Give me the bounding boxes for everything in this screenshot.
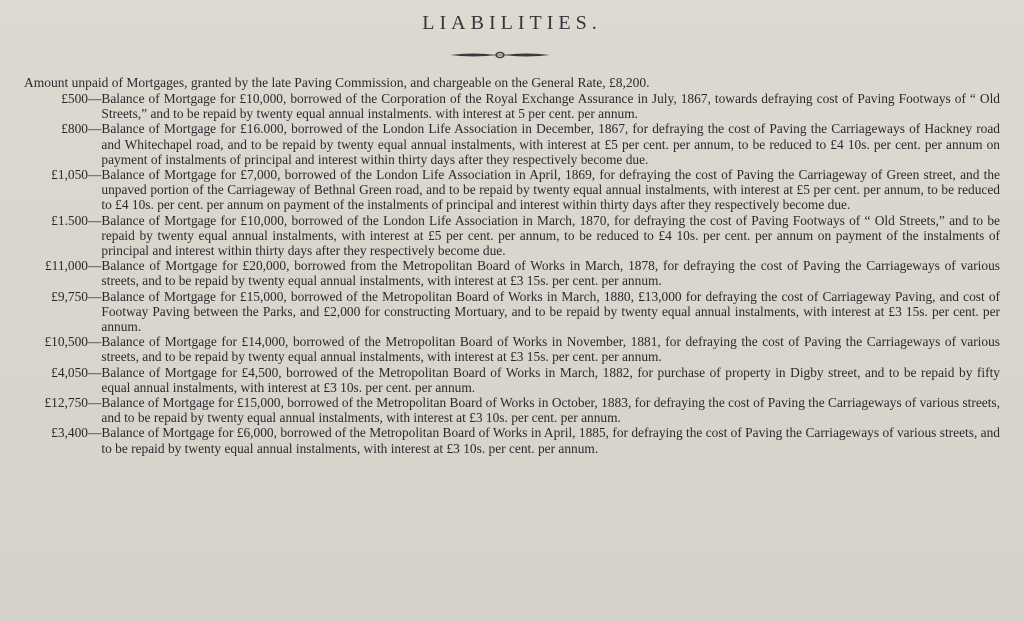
em-dash: — (88, 258, 102, 274)
liability-description: Balance of Mortgage for £20,000, borrowed from the Metropolitan Board of Works in March, 1878, for defraying the cost of Paving the Carriageways of various streets, and to be repaid by twenty equal annual instalments, with interest at £3 15s. per cent. per annum. (101, 258, 1000, 289)
liability-entry (24, 167, 1000, 213)
em-dash: — (88, 121, 102, 137)
liability-description: Balance of Mortgage for £15,000, borrowed of the Metropolitan Board of Works in October, 1883, for defraying the cost of Paving the Carriageways of various streets, and to be repaid by twenty equal annual instalments, with interest at £3 10s. per cent. per annum. (101, 395, 1000, 426)
liability-entry (24, 213, 1000, 259)
em-dash: — (88, 167, 102, 183)
em-dash: — (88, 364, 102, 380)
liability-entry (24, 365, 1000, 395)
liability-amount: £12,750 (44, 395, 88, 411)
liability-entry (24, 258, 1000, 288)
em-dash: — (88, 395, 102, 411)
liability-entry (24, 91, 1000, 121)
em-dash: — (88, 212, 102, 228)
liability-description: Balance of Mortgage for £15,000, borrowed of the Metropolitan Board of Works in March, 1880, £13,000 for defraying the cost of Carriageway Paving, and cost of Footway Paving between the Parks, and £2,000 for constructing Mortuary, and to be repaid by twenty equal annual instalments, with interest at £3 15s. per cent. per annum. (101, 288, 1000, 335)
liability-entry (24, 425, 1000, 455)
liability-entry (24, 334, 1000, 364)
liability-amount: £9,750 (51, 288, 88, 304)
liability-description: Balance of Mortgage for £10,000, borrowed of the London Life Association in March, 1870, for defraying the cost of Paving Footways of “ Old Streets,” and to be repaid by twenty equal annual instalments, with interest at £5 per cent. per annum, to be reduced to £4 10s. per cent. per annum on payment of the instalments of principal and interest within thirty days after they respectively become due. (101, 212, 1000, 259)
em-dash: — (88, 334, 102, 350)
liability-description: Balance of Mortgage for £6,000, borrowed of the Metropolitan Board of Works in April, 1885, for defraying the cost of Paving the Carriageways of various streets, and to be repaid by twenty equal annual instalments, with interest at £3 10s. per cent. per annum. (101, 425, 1000, 456)
liabilities-list (24, 91, 1000, 456)
em-dash: — (88, 91, 102, 106)
intro-paragraph: Amount unpaid of Mortgages, granted by the late Paving Commission, and chargeable on the General Rate, £8,200. (24, 75, 650, 90)
liability-entry (24, 121, 1000, 167)
ornament-divider-icon (448, 49, 552, 61)
liability-amount: £4,050 (51, 364, 88, 380)
liability-amount: £10,500 (44, 334, 88, 350)
em-dash: — (88, 288, 102, 304)
liability-amount: £500 (61, 91, 88, 106)
liability-description: Balance of Mortgage for £4,500, borrowed of the Metropolitan Board of Works in March, 1882, for purchase of property in Digby street, and to be repaid by fifty equal annual instalments, with interest at £3 10s. per cent. per annum. (101, 364, 1000, 395)
liability-entry (24, 289, 1000, 335)
liability-amount: £1,050 (51, 167, 88, 183)
liability-amount: £1.500 (51, 212, 88, 228)
liability-amount: £11,000 (44, 258, 88, 274)
liability-description: Balance of Mortgage for £14,000, borrowed of the Metropolitan Board of Works in November, 1881, for defraying the cost of Paving the Carriageways of various streets, and to be repaid by twenty equal annual instalments, with interest at £3 15s. per cent. per annum. (101, 334, 1000, 365)
liability-amount: £800 (61, 121, 88, 137)
em-dash: — (88, 425, 102, 441)
liability-entry (24, 395, 1000, 425)
liability-description: Balance of Mortgage for £16.000, borrowed of the London Life Association in December, 1867, for defraying the cost of Paving the Carriageways of Hackney road and Whitechapel road, and to be repaid by twenty equal annual instalments, with interest at £5 per cent. per annum, to be reduced to £4 10s. per cent. per annum on payment of instalments of principal and interest within thirty days after they respectively become due. (101, 121, 1000, 167)
liability-description: Balance of Mortgage for £10,000, borrowed of the Corporation of the Royal Exchange Assurance in July, 1867, towards defraying cost of Paving Footways of “ Old Streets,” and to be repaid by twenty equal annual instalments. with interest at 5 per cent. per annum. (101, 91, 1000, 122)
liability-amount: £3,400 (51, 425, 88, 441)
liability-description: Balance of Mortgage for £7,000, borrowed of the London Life Association in April, 1869, for defraying the cost of Paving the Carriageway of Green street, and the unpaved portion of the Carriageway of Bethnal Green road, and to be repaid by twenty equal annual instalments, with interest at £5 per cent. per annum, to be reduced to £4 10s. per cent. per annum on payment of the instalments of principal and interest within thirty days after they respectively become due. (101, 167, 1000, 213)
page-title: LIABILITIES. (422, 12, 602, 34)
